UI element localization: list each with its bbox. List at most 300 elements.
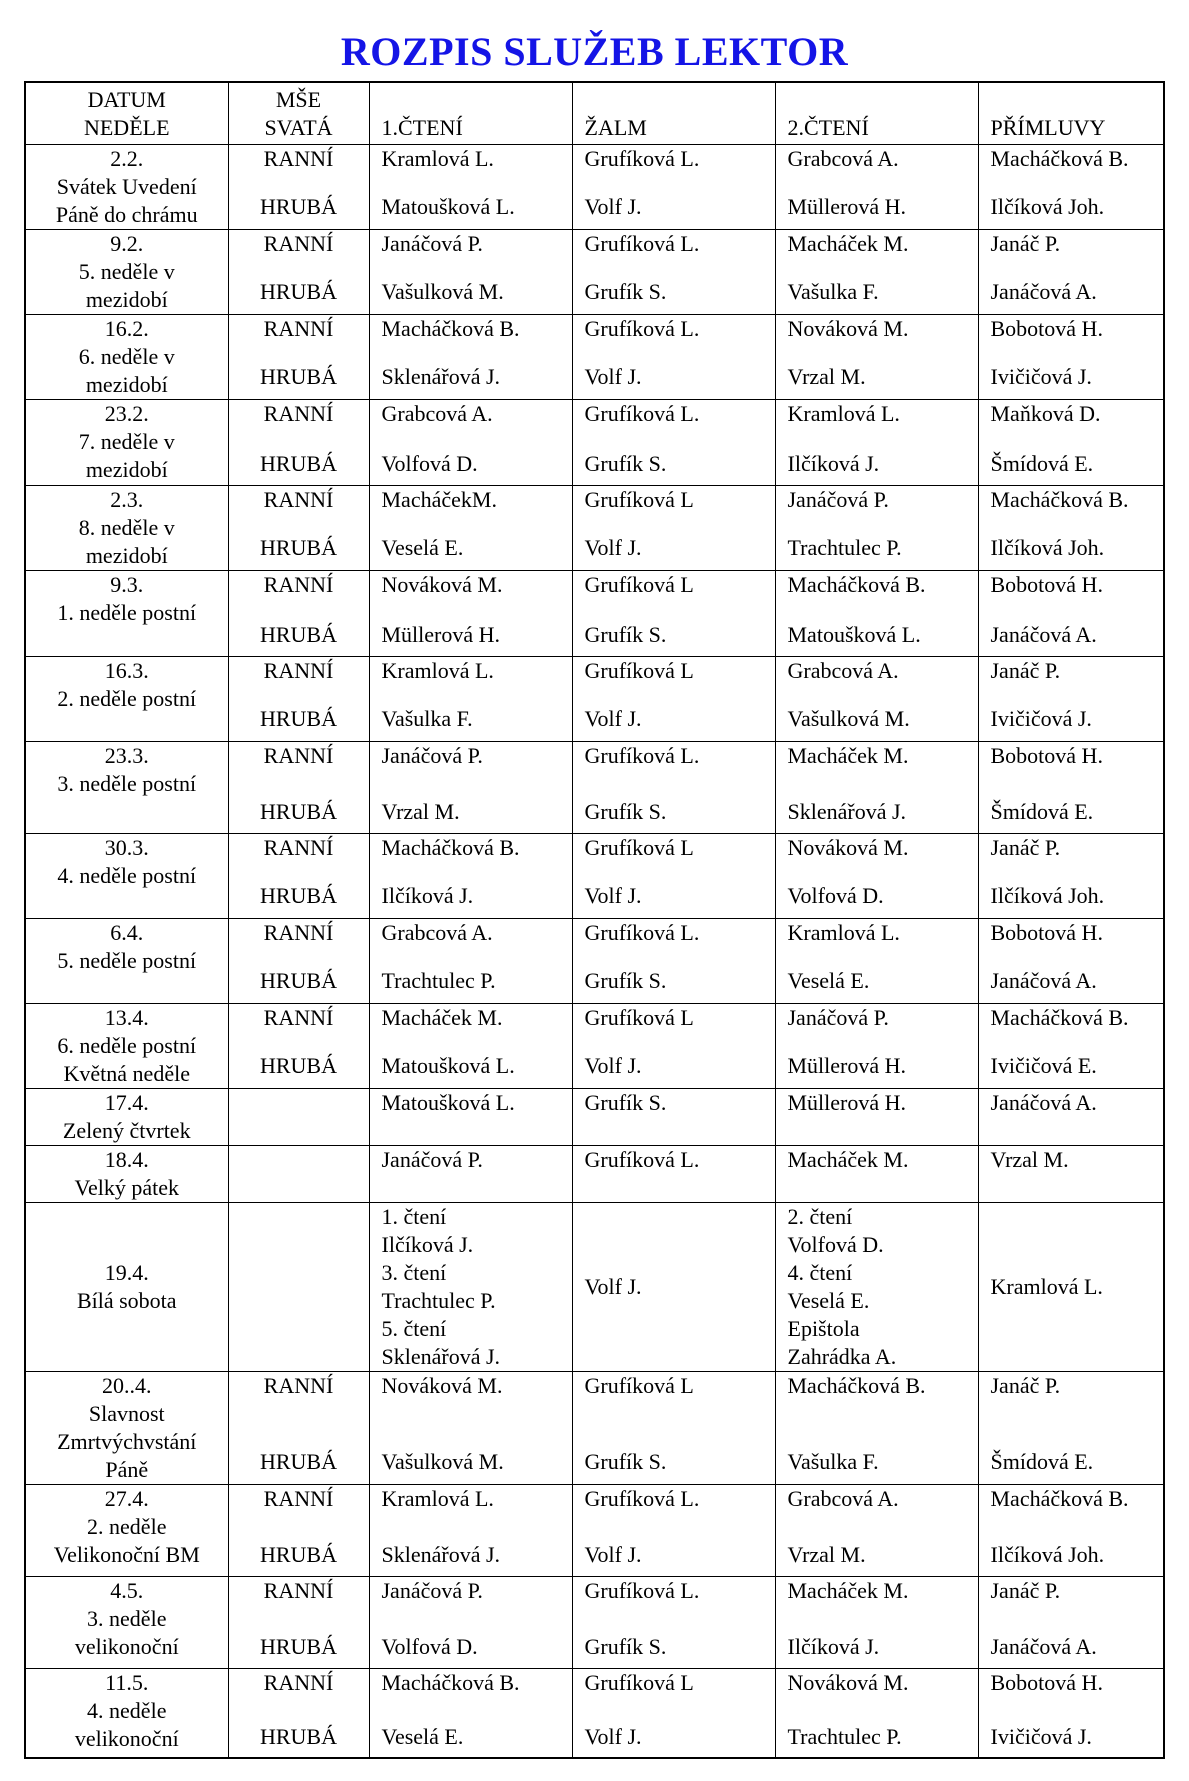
psalm-cell-main: Grufík S. (584, 278, 667, 304)
date-cell (25, 1484, 228, 1576)
date-line: 6.4. (110, 919, 144, 945)
header-intercessions: PŘÍMLUVY (978, 82, 1164, 144)
date-line: Bílá sobota (76, 1287, 177, 1313)
reading1-cell-morning: Kramlová L. (381, 1485, 494, 1511)
reading1-cell-main: Sklenářová J. (381, 1541, 501, 1567)
psalm-cell-morning: Grufíková L. (584, 145, 700, 171)
mass-morning: RANNÍ (263, 145, 334, 171)
intercessions-cell-morning: Janáč P. (990, 834, 1061, 860)
intercessions-cell-morning: Janáč P. (990, 1577, 1061, 1603)
reading2-cell-morning: Kramlová L. (787, 919, 900, 945)
table-row (25, 570, 1164, 656)
date-line: Svátek Uvedení (56, 173, 197, 199)
mass-main: HRUBÁ (259, 534, 337, 560)
reading2-cell-main: Ilčíková J. (787, 1633, 880, 1659)
date-line: Zmrtvýchvstání (57, 1428, 197, 1454)
psalm-cell-morning: Grufíková L (584, 834, 694, 860)
reading2-cell-morning: Janáčová P. (787, 486, 889, 512)
intercessions-cell-main: Ilčíková Joh. (990, 1541, 1105, 1567)
intercessions-cell-main: Šmídová E. (990, 450, 1094, 476)
reading2-cell (775, 570, 978, 656)
intercessions-cell-line: Vrzal M. (990, 1146, 1069, 1172)
psalm-cell (572, 1371, 775, 1484)
psalm-cell (572, 1576, 775, 1668)
reading2-cell (775, 1484, 978, 1576)
reading1-cell-main: Volfová D. (381, 1633, 478, 1659)
psalm-cell-line: Volf J. (584, 1273, 642, 1299)
date-line: 1. neděle postní (57, 599, 197, 625)
intercessions-cell (978, 1371, 1164, 1484)
reading1-cell (369, 918, 572, 1003)
psalm-cell-morning: Grufíková L. (584, 919, 700, 945)
reading1-cell-morning: Macháčková B. (381, 315, 520, 341)
reading2-cell-line: Volfová D. (787, 1231, 884, 1257)
date-cell (25, 314, 228, 399)
mass-main: HRUBÁ (259, 705, 337, 731)
intercessions-cell-main: Ilčíková Joh. (990, 193, 1105, 219)
intercessions-cell-main: Ivičičová J. (990, 1723, 1092, 1749)
mass-main: HRUBÁ (259, 363, 337, 389)
intercessions-cell-morning: Macháčková B. (990, 486, 1129, 512)
reading1-cell-line: Trachtulec P. (381, 1287, 496, 1313)
date-line: Zelený čtvrtek (62, 1117, 191, 1143)
intercessions-cell (978, 741, 1164, 833)
intercessions-cell-morning: Bobotová H. (990, 742, 1103, 768)
reading1-cell-morning: MacháčekM. (381, 486, 497, 512)
reading1-cell-main: Vašulka F. (381, 705, 473, 731)
psalm-cell (572, 485, 775, 570)
mass-cell (228, 229, 369, 314)
date-line: 8. neděle v (78, 514, 175, 540)
date-line: 2.2. (110, 145, 144, 171)
mass-morning: RANNÍ (263, 571, 334, 597)
intercessions-cell (978, 1484, 1164, 1576)
reading1-cell (369, 656, 572, 741)
schedule-table (24, 81, 1165, 1759)
mass-main: HRUBÁ (259, 278, 337, 304)
reading1-cell (369, 1088, 572, 1145)
reading1-cell (369, 229, 572, 314)
psalm-cell-morning: Grufíková L. (584, 742, 700, 768)
psalm-cell-morning: Grufíková L (584, 657, 694, 683)
date-line: 9.2. (110, 230, 144, 256)
mass-cell (228, 399, 369, 485)
mass-morning: RANNÍ (263, 657, 334, 683)
psalm-cell-main: Volf J. (584, 705, 642, 731)
psalm-cell-main: Volf J. (584, 882, 642, 908)
header-reading2: 2.ČTENÍ (775, 82, 978, 144)
table-row (25, 1371, 1164, 1484)
mass-main: HRUBÁ (259, 193, 337, 219)
reading1-cell-main: Vašulková M. (381, 1448, 504, 1474)
date-line (26, 713, 228, 741)
mass-main: HRUBÁ (259, 450, 337, 476)
reading1-cell-main: Trachtulec P. (381, 967, 496, 993)
reading2-cell-main: Müllerová H. (787, 1052, 907, 1078)
date-cell (25, 570, 228, 656)
reading1-cell-line: 1. čtení (381, 1203, 447, 1229)
intercessions-cell-morning: Janáč P. (990, 1372, 1061, 1398)
reading1-cell-line: Sklenářová J. (381, 1343, 501, 1369)
intercessions-cell-morning: Maňková D. (990, 400, 1101, 426)
reading2-cell-main: Vašulka F. (787, 1448, 879, 1474)
intercessions-cell-main: Janáčová A. (990, 278, 1097, 304)
reading1-cell (369, 1202, 572, 1371)
reading2-cell-morning: Nováková M. (787, 315, 909, 341)
intercessions-cell (978, 1088, 1164, 1145)
intercessions-cell-main: Ilčíková Joh. (990, 534, 1105, 560)
table-row (25, 144, 1164, 229)
intercessions-cell-morning: Janáč P. (990, 230, 1061, 256)
intercessions-cell-line: Janáčová A. (990, 1089, 1097, 1115)
reading1-cell (369, 1668, 572, 1758)
reading1-cell (369, 1576, 572, 1668)
reading1-cell-line: Ilčíková J. (381, 1231, 474, 1257)
mass-main: HRUBÁ (259, 1448, 337, 1474)
intercessions-cell-morning: Janáč P. (990, 657, 1061, 683)
psalm-cell-morning: Grufíková L. (584, 1577, 700, 1603)
date-line: mezidobí (85, 456, 168, 482)
reading2-cell-main: Matoušková L. (787, 621, 921, 647)
reading2-cell (775, 918, 978, 1003)
psalm-cell (572, 1484, 775, 1576)
header-psalm: ŽALM (572, 82, 775, 144)
reading2-cell-main: Volfová D. (787, 882, 884, 908)
reading2-cell (775, 1371, 978, 1484)
date-line: mezidobí (85, 371, 168, 397)
date-line: 5. neděle postní (57, 947, 197, 973)
date-line: 2. neděle (87, 1513, 167, 1539)
psalm-cell-morning: Grufíková L (584, 1004, 694, 1030)
reading2-cell-main: Trachtulec P. (787, 1723, 902, 1749)
date-line: 7. neděle v (78, 428, 175, 454)
reading1-cell (369, 741, 572, 833)
psalm-cell-morning: Grufíková L. (584, 1485, 700, 1511)
mass-main: HRUBÁ (259, 1633, 337, 1659)
table-row (25, 1202, 1164, 1371)
reading1-cell-main: Vrzal M. (381, 798, 460, 824)
date-cell (25, 399, 228, 485)
reading1-cell-morning: Nováková M. (381, 571, 503, 597)
psalm-cell-main: Grufík S. (584, 1633, 667, 1659)
reading2-cell (775, 1576, 978, 1668)
reading1-cell-morning: Grabcová A. (381, 400, 493, 426)
intercessions-cell (978, 314, 1164, 399)
reading2-cell (775, 1145, 978, 1202)
table-row (25, 1484, 1164, 1576)
page-title: ROZPIS SLUŽEB LEKTOR (340, 29, 849, 74)
mass-morning: RANNÍ (263, 1577, 334, 1603)
intercessions-cell-morning: Bobotová H. (990, 1669, 1103, 1695)
reading1-cell (369, 570, 572, 656)
reading2-cell (775, 229, 978, 314)
mass-cell (228, 741, 369, 833)
mass-cell (228, 485, 369, 570)
intercessions-cell-main: Ilčíková Joh. (990, 882, 1105, 908)
date-line: 19.4. (104, 1259, 149, 1285)
mass-morning: RANNÍ (263, 315, 334, 341)
reading2-cell-line: Müllerová H. (787, 1089, 907, 1115)
reading2-cell-line: 4. čtení (787, 1259, 853, 1285)
reading2-cell (775, 485, 978, 570)
date-cell (25, 1202, 228, 1371)
date-line: 2.3. (110, 486, 144, 512)
date-line: 3. neděle (87, 1605, 167, 1631)
date-line: 5. neděle v (78, 258, 175, 284)
reading1-cell (369, 399, 572, 485)
intercessions-cell (978, 1576, 1164, 1668)
date-line: Velký pátek (74, 1174, 179, 1200)
psalm-cell-morning: Grufíková L. (584, 230, 700, 256)
date-line: 30.3. (104, 834, 149, 860)
date-line: 2. neděle postní (57, 685, 197, 711)
reading2-cell-line: Veselá E. (787, 1287, 870, 1313)
psalm-cell-main: Grufík S. (584, 621, 667, 647)
table-row (25, 314, 1164, 399)
date-line (26, 627, 228, 655)
reading2-cell-morning: Macháčková B. (787, 571, 926, 597)
psalm-cell-main: Grufík S. (584, 450, 667, 476)
psalm-cell-morning: Grufíková L. (584, 315, 700, 341)
date-line: Slavnost (88, 1400, 165, 1426)
reading2-cell-main: Trachtulec P. (787, 534, 902, 560)
mass-main: HRUBÁ (259, 1052, 337, 1078)
psalm-cell (572, 229, 775, 314)
mass-cell (228, 570, 369, 656)
mass-cell (228, 1668, 369, 1758)
reading2-cell-line: Epištola (787, 1315, 860, 1341)
header-row (25, 82, 1164, 144)
reading2-cell (775, 656, 978, 741)
table-row (25, 918, 1164, 1003)
reading2-cell (775, 741, 978, 833)
reading2-cell-morning: Macháčková B. (787, 1372, 926, 1398)
intercessions-cell-morning: Bobotová H. (990, 571, 1103, 597)
reading2-cell-morning: Kramlová L. (787, 400, 900, 426)
reading2-cell-main: Vrzal M. (787, 363, 866, 389)
date-cell (25, 833, 228, 918)
mass-main: HRUBÁ (259, 798, 337, 824)
mass-cell (228, 833, 369, 918)
psalm-cell-morning: Grufíková L (584, 486, 694, 512)
mass-cell (228, 1088, 369, 1145)
intercessions-cell (978, 229, 1164, 314)
reading2-cell-morning: Grabcová A. (787, 145, 899, 171)
psalm-cell (572, 314, 775, 399)
table-row (25, 1145, 1164, 1202)
date-line: Květná neděle (63, 1060, 190, 1086)
date-line: velikonoční (74, 1725, 179, 1751)
intercessions-cell (978, 1145, 1164, 1202)
psalm-cell (572, 1202, 775, 1371)
intercessions-cell-morning: Bobotová H. (990, 315, 1103, 341)
psalm-cell (572, 1003, 775, 1088)
intercessions-cell (978, 144, 1164, 229)
date-line: 4.5. (110, 1577, 144, 1603)
header-mass: MŠE SVATÁ (228, 82, 369, 144)
reading1-cell-morning: Kramlová L. (381, 145, 494, 171)
date-line: 16.3. (104, 657, 149, 683)
reading1-cell (369, 1371, 572, 1484)
reading1-cell-morning: Grabcová A. (381, 919, 493, 945)
reading2-cell (775, 144, 978, 229)
reading1-cell (369, 1484, 572, 1576)
date-line: 6. neděle postní (57, 1032, 197, 1058)
intercessions-cell (978, 485, 1164, 570)
date-cell (25, 1668, 228, 1758)
mass-morning: RANNÍ (263, 1669, 334, 1695)
reading2-cell-main: Veselá E. (787, 967, 870, 993)
reading1-cell-morning: Macháčková B. (381, 1669, 520, 1695)
date-line (26, 975, 228, 1003)
psalm-cell-main: Volf J. (584, 193, 642, 219)
reading2-cell-morning: Nováková M. (787, 834, 909, 860)
reading1-cell-line: Matoušková L. (381, 1089, 515, 1115)
intercessions-cell (978, 656, 1164, 741)
intercessions-cell (978, 1668, 1164, 1758)
mass-main: HRUBÁ (259, 621, 337, 647)
reading1-cell-main: Müllerová H. (381, 621, 501, 647)
date-cell (25, 741, 228, 833)
reading2-cell-line: Macháček M. (787, 1146, 909, 1172)
reading1-cell-main: Veselá E. (381, 534, 464, 560)
psalm-cell (572, 144, 775, 229)
reading1-cell-line: 5. čtení (381, 1315, 447, 1341)
intercessions-cell-main: Ivičičová J. (990, 363, 1092, 389)
date-line: 13.4. (104, 1004, 149, 1030)
reading1-cell-line: Janáčová P. (381, 1146, 483, 1172)
psalm-cell (572, 570, 775, 656)
psalm-cell-morning: Grufíková L (584, 1669, 694, 1695)
reading2-cell-main: Vašulka F. (787, 278, 879, 304)
date-line: 3. neděle postní (57, 770, 197, 796)
reading2-cell-morning: Macháček M. (787, 1577, 909, 1603)
mass-cell (228, 656, 369, 741)
reading1-cell-main: Ilčíková J. (381, 882, 474, 908)
date-line: mezidobí (85, 286, 168, 312)
intercessions-cell (978, 833, 1164, 918)
reading1-cell (369, 485, 572, 570)
date-line: 4. neděle postní (57, 862, 197, 888)
date-cell (25, 144, 228, 229)
mass-morning: RANNÍ (263, 919, 334, 945)
reading2-cell-main: Vašulková M. (787, 705, 910, 731)
date-cell (25, 1088, 228, 1145)
table-row (25, 1576, 1164, 1668)
intercessions-cell-main: Ivičičová J. (990, 705, 1092, 731)
date-line: 23.3. (104, 742, 149, 768)
date-cell (25, 918, 228, 1003)
mass-cell (228, 1003, 369, 1088)
reading2-cell (775, 1668, 978, 1758)
reading1-cell-main: Sklenářová J. (381, 363, 501, 389)
date-line: Páně do chrámu (55, 201, 198, 227)
reading2-cell (775, 314, 978, 399)
reading1-cell (369, 144, 572, 229)
date-cell (25, 1145, 228, 1202)
psalm-cell-main: Grufík S. (584, 798, 667, 824)
mass-cell (228, 1371, 369, 1484)
intercessions-cell-main: Janáčová A. (990, 1633, 1097, 1659)
mass-morning: RANNÍ (263, 1485, 334, 1511)
mass-cell (228, 144, 369, 229)
date-line (26, 890, 228, 918)
intercessions-cell-morning: Macháčková B. (990, 1485, 1129, 1511)
mass-main: HRUBÁ (259, 882, 337, 908)
date-line: 23.2. (104, 400, 149, 426)
date-cell (25, 1003, 228, 1088)
intercessions-cell-main: Ivičičová E. (990, 1052, 1097, 1078)
table-row (25, 1003, 1164, 1088)
reading1-cell (369, 314, 572, 399)
table-row (25, 485, 1164, 570)
mass-morning: RANNÍ (263, 230, 334, 256)
mass-morning: RANNÍ (263, 486, 334, 512)
psalm-cell (572, 741, 775, 833)
intercessions-cell (978, 918, 1164, 1003)
intercessions-cell-line: Kramlová L. (990, 1273, 1103, 1299)
reading2-cell (775, 1202, 978, 1371)
intercessions-cell (978, 570, 1164, 656)
psalm-cell-main: Volf J. (584, 534, 642, 560)
date-cell (25, 229, 228, 314)
reading2-cell (775, 1088, 978, 1145)
psalm-cell-main: Grufík S. (584, 1448, 667, 1474)
intercessions-cell (978, 1202, 1164, 1371)
reading1-cell-main: Veselá E. (381, 1723, 464, 1749)
psalm-cell (572, 399, 775, 485)
date-line: mezidobí (85, 542, 168, 568)
intercessions-cell-morning: Bobotová H. (990, 919, 1103, 945)
psalm-cell-line: Grufík S. (584, 1089, 667, 1115)
mass-morning: RANNÍ (263, 1372, 334, 1398)
psalm-cell-line: Grufíková L. (584, 1146, 700, 1172)
psalm-cell (572, 1145, 775, 1202)
reading2-cell-line: Zahrádka A. (787, 1343, 897, 1369)
reading2-cell-main: Vrzal M. (787, 1541, 866, 1567)
mass-cell (228, 1484, 369, 1576)
intercessions-cell (978, 1003, 1164, 1088)
date-line: 17.4. (104, 1089, 149, 1115)
reading2-cell (775, 399, 978, 485)
reading1-cell (369, 1003, 572, 1088)
reading1-cell-line: 3. čtení (381, 1259, 447, 1285)
reading1-cell-morning: Kramlová L. (381, 657, 494, 683)
reading2-cell-morning: Nováková M. (787, 1669, 909, 1695)
mass-main: HRUBÁ (259, 967, 337, 993)
psalm-cell (572, 833, 775, 918)
intercessions-cell-main: Šmídová E. (990, 798, 1094, 824)
mass-cell (228, 1202, 369, 1371)
intercessions-cell-morning: Macháčková B. (990, 1004, 1129, 1030)
reading1-cell-main: Matoušková L. (381, 193, 515, 219)
intercessions-cell (978, 399, 1164, 485)
table-row (25, 399, 1164, 485)
mass-morning: RANNÍ (263, 834, 334, 860)
reading2-cell-line: 2. čtení (787, 1203, 853, 1229)
date-cell (25, 1371, 228, 1484)
intercessions-cell-morning: Macháčková B. (990, 145, 1129, 171)
psalm-cell-main: Volf J. (584, 1541, 642, 1567)
reading2-cell (775, 833, 978, 918)
reading1-cell-main: Volfová D. (381, 450, 478, 476)
reading1-cell-main: Matoušková L. (381, 1052, 515, 1078)
table-row (25, 656, 1164, 741)
psalm-cell-morning: Grufíková L (584, 1372, 694, 1398)
mass-morning: RANNÍ (263, 742, 334, 768)
header-date: DATUM NEDĚLE (25, 82, 228, 144)
reading2-cell-morning: Janáčová P. (787, 1004, 889, 1030)
